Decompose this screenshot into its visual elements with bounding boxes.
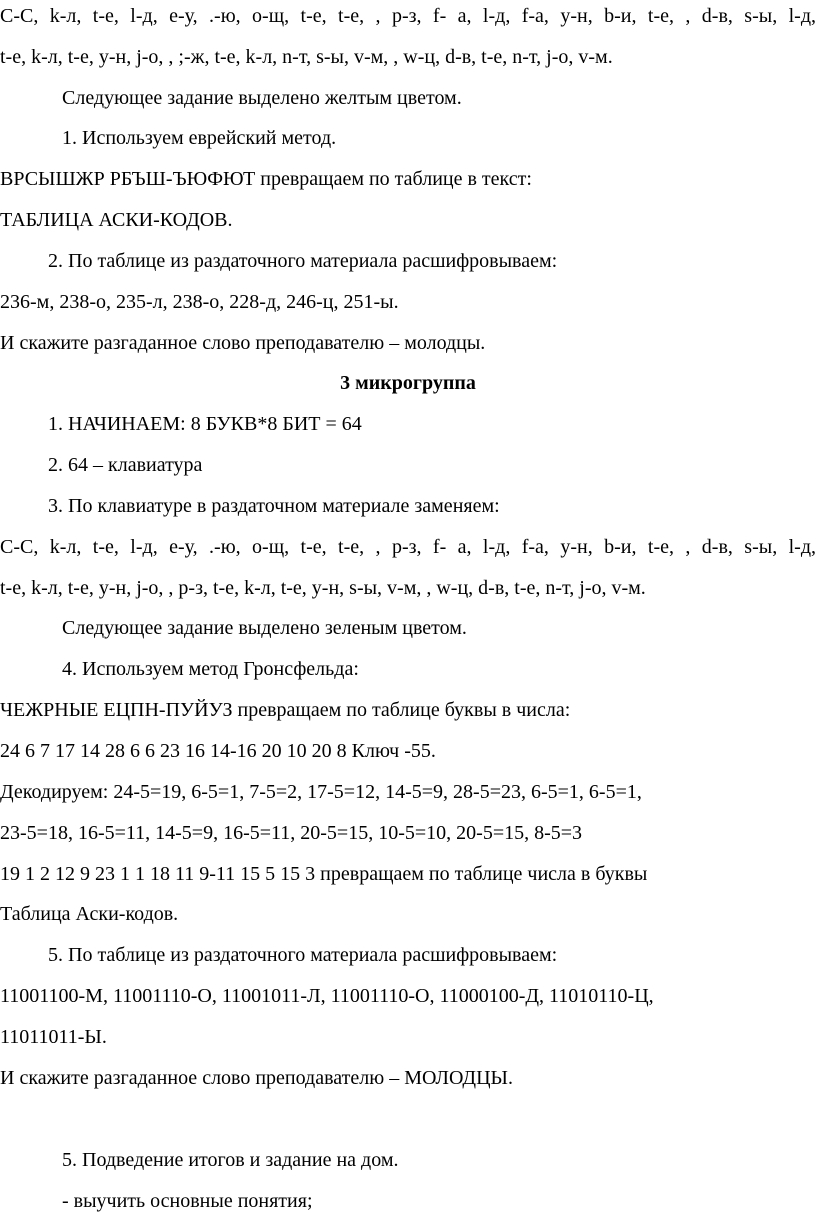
section-heading: 3 микрогруппа [340,372,476,394]
numbers-key-line: 24 6 7 17 14 28 6 6 23 16 14-16 20 10 20 8 Ключ -55. [0,740,436,762]
homework-item: - выучить основные понятия; [62,1190,313,1212]
ascii-table-caption: Таблица Аски-кодов. [0,903,179,925]
cipher-line-4: t-е, k-л, t-е, у-н, j-о, , р-з, t-е, k-л, t-е, у-н, s-ы, v-м, , w-ц, d-в, t-е, n-т, j-о, v-м. [0,577,646,599]
ascii-table-title: ТАБЛИЦА АСКИ-КОДОВ. [0,209,233,231]
step-start: 1. НАЧИНАЕМ: 8 БУКВ*8 БИТ = 64 [48,413,362,435]
gronsfeld-cipher-line: ЧЕЖРНЫЕ ЕЦПН-ПУЙУЗ превращаем по таблице буквы в числа: [0,699,571,721]
step-keyboard: 2. 64 – клавиатура [48,454,203,476]
answer-line: И скажите разгаданное слово преподавателю – молодцы. [0,332,486,354]
binary-codes-line: 11001100-М, 11001110-О, 11001011-Л, 11001110-О, 11000100-Д, 11010110-Ц, [0,985,654,1007]
binary-codes-line-2: 11011011-Ы. [0,1026,107,1048]
answer-line-2: И скажите разгаданное слово преподавателю – МОЛОДЦЫ. [0,1067,513,1089]
cipher-line-2: t-е, k-л, t-е, у-н, j-о, , ;-ж, t-е, k-л, n-т, s-ы, v-м, , w-ц, d-в, t-е, n-т, j-о, v-м. [0,46,613,68]
step-gronsfeld: 4. Используем метод Гронсфельда: [62,658,359,680]
decode-line-2: 23-5=18, 16-5=11, 14-5=9, 16-5=11, 20-5=15, 10-5=10, 20-5=15, 8-5=3 [0,822,583,844]
green-task-note: Следующее задание выделено зеленым цветом. [62,617,467,639]
yellow-task-note: Следующее задание выделено желтым цветом. [62,87,462,109]
step-hebrew-method: 1. Используем еврейский метод. [62,127,337,149]
cipher-line-3: С-С, k-л, t-е, l-д, е-у, .-ю, о-щ, t-е, t-е, , р-з, f- а, l-д, f-а, у-н, b-и, t-е, , d-в, s-ы, l-д, [0,536,816,558]
step-decode-table: 2. По таблице из раздаточного материала расшифровываем: [48,250,558,272]
summary-heading: 5. Подведение итогов и задание на дом. [62,1149,399,1171]
step-keyboard-replace: 3. По клавиатуре в раздаточном материале заменяем: [48,495,500,517]
cipher-text-line: ВРСЫШЖР РБЪШ-ЪЮФЮТ превращаем по таблице в текст: [0,168,532,190]
cipher-line-1: С-С, k-л, t-е, l-д, е-у, .-ю, о-щ, t-е, t-е, , р-з, f- а, l-д, f-а, у-н, b-и, t-е, , d-в, s-ы, l-д, [0,5,816,27]
numbers-to-letters-line: 19 1 2 12 9 23 1 1 18 11 9-11 15 5 15 3 превращаем по таблице числа в буквы [0,863,648,885]
step-decode-table-2: 5. По таблице из раздаточного материала расшифровываем: [48,944,558,966]
decode-line-1: Декодируем: 24-5=19, 6-5=1, 7-5=2, 17-5=12, 14-5=9, 28-5=23, 6-5=1, 6-5=1, [0,781,642,803]
decoded-codes-line: 236-м, 238-о, 235-л, 238-о, 228-д, 246-ц, 251-ы. [0,291,399,313]
